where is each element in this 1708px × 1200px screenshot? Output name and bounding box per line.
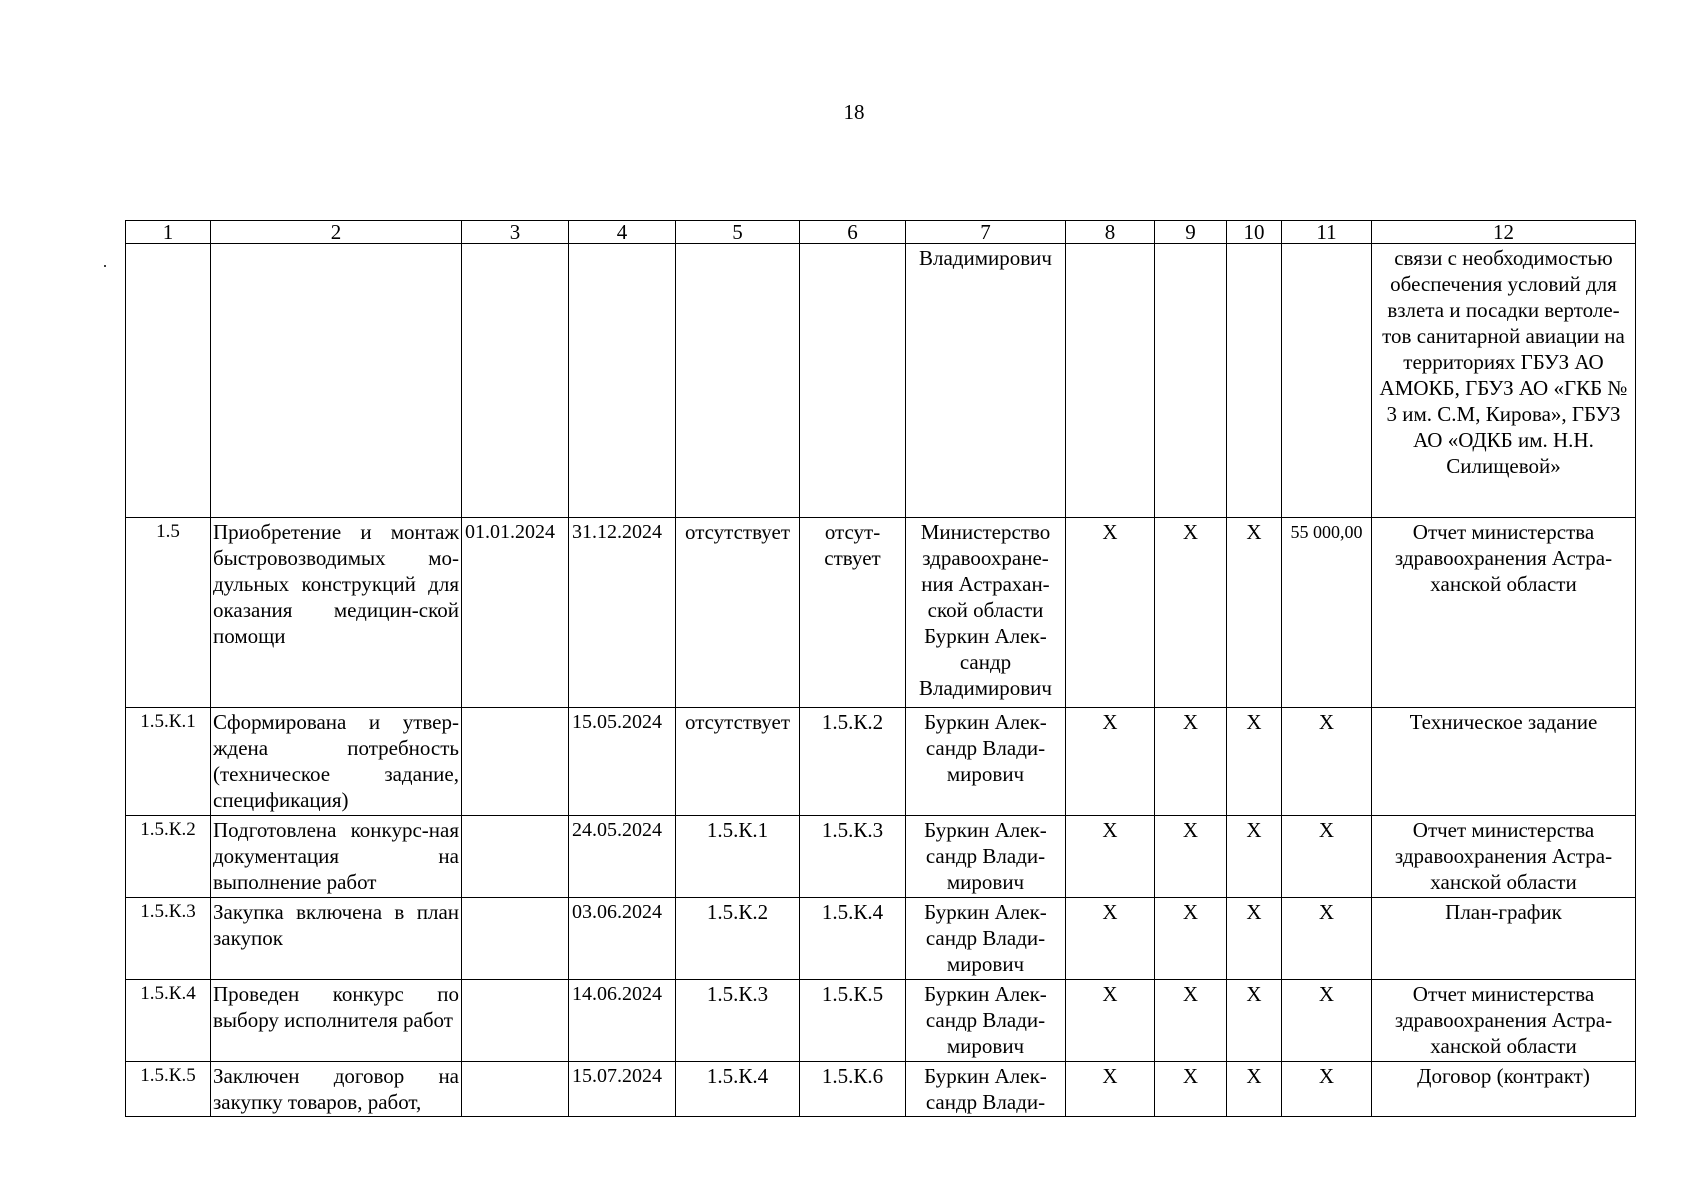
cell-col-9: Х xyxy=(1155,898,1227,980)
cell-amount: Х xyxy=(1282,898,1372,980)
cell-end-date: 15.07.2024 xyxy=(569,1062,676,1117)
cell-start-date xyxy=(462,244,569,518)
cell-number: 1.5.К.2 xyxy=(126,816,211,898)
cell-col-9 xyxy=(1155,244,1227,518)
cell-predecessor: 1.5.К.3 xyxy=(676,980,800,1062)
table-row xyxy=(126,244,1636,518)
table-row xyxy=(126,816,1636,898)
cell-document: План-график xyxy=(1372,898,1636,980)
cell-col-9: Х xyxy=(1155,1062,1227,1117)
cell-col-9: Х xyxy=(1155,518,1227,708)
cell-predecessor: 1.5.К.1 xyxy=(676,816,800,898)
cell-successor xyxy=(800,244,906,518)
cell-successor: 1.5.К.4 xyxy=(800,898,906,980)
cell-number: 1.5.К.5 xyxy=(126,1062,211,1117)
cell-document: Отчет министерства здравоохранения Астра-ханской области xyxy=(1372,518,1636,708)
cell-document: связи с необходимостью обеспечения условий для взлета и посадки вертоле-тов санитарной авиации на территориях ГБУЗ АО АМОКБ, ГБУЗ АО «ГКБ № 3 им. С.М, Кирова», ГБУЗ АО «ОДКБ им. Н.Н. Силищевой» xyxy=(1372,244,1636,518)
header-cell: 9 xyxy=(1155,221,1227,244)
cell-amount xyxy=(1282,244,1372,518)
page-number: 18 xyxy=(843,100,865,124)
cell-responsible: Буркин Алек-сандр Влади- xyxy=(906,1062,1066,1117)
cell-col-8: Х xyxy=(1066,518,1155,708)
cell-end-date: 31.12.2024 xyxy=(569,518,676,708)
cell-start-date: 01.01.2024 xyxy=(462,518,569,708)
cell-number: 1.5.К.1 xyxy=(126,708,211,816)
cell-amount: Х xyxy=(1282,1062,1372,1117)
header-cell: 3 xyxy=(462,221,569,244)
cell-start-date xyxy=(462,816,569,898)
cell-col-10: Х xyxy=(1227,898,1282,980)
header-cell: 8 xyxy=(1066,221,1155,244)
cell-number xyxy=(126,244,211,518)
cell-successor: 1.5.К.6 xyxy=(800,1062,906,1117)
cell-document: Техническое задание xyxy=(1372,708,1636,816)
cell-responsible: Буркин Алек-сандр Влади-мирович xyxy=(906,708,1066,816)
cell-col-10 xyxy=(1227,244,1282,518)
header-cell: 4 xyxy=(569,221,676,244)
cell-col-9: Х xyxy=(1155,708,1227,816)
table-row xyxy=(126,980,1636,1062)
cell-responsible: Министерство здравоохране-ния Астрахан-ской области Буркин Алек-сандр Владимирович xyxy=(906,518,1066,708)
table-row xyxy=(126,518,1636,708)
table-row xyxy=(126,898,1636,980)
cell-successor: 1.5.К.3 xyxy=(800,816,906,898)
cell-event: Проведен конкурс по выбору исполнителя работ xyxy=(211,980,462,1062)
cell-event: Приобретение и монтаж быстровозводимых мо-дульных конструкций для оказания медицин-ской помощи xyxy=(211,518,462,708)
cell-col-10: Х xyxy=(1227,1062,1282,1117)
cell-responsible: Буркин Алек-сандр Влади-мирович xyxy=(906,980,1066,1062)
cell-amount: Х xyxy=(1282,816,1372,898)
cell-document: Договор (контракт) xyxy=(1372,1062,1636,1117)
cell-event: Подготовлена конкурс-ная документация на выполнение работ xyxy=(211,816,462,898)
cell-event: Закупка включена в план закупок xyxy=(211,898,462,980)
cell-col-9: Х xyxy=(1155,980,1227,1062)
cell-responsible: Буркин Алек-сандр Влади-мирович xyxy=(906,816,1066,898)
cell-end-date: 03.06.2024 xyxy=(569,898,676,980)
cell-col-10: Х xyxy=(1227,518,1282,708)
cell-start-date xyxy=(462,1062,569,1117)
cell-col-8: Х xyxy=(1066,980,1155,1062)
cell-start-date xyxy=(462,708,569,816)
cell-successor: 1.5.К.5 xyxy=(800,980,906,1062)
header-cell: 6 xyxy=(800,221,906,244)
header-cell: 10 xyxy=(1227,221,1282,244)
header-cell: 7 xyxy=(906,221,1066,244)
cell-start-date xyxy=(462,898,569,980)
plan-table xyxy=(125,220,1636,1117)
cell-amount: 55 000,00 xyxy=(1282,518,1372,708)
table-row xyxy=(126,1062,1636,1117)
cell-amount: Х xyxy=(1282,980,1372,1062)
cell-number: 1.5.К.4 xyxy=(126,980,211,1062)
header-cell: 2 xyxy=(211,221,462,244)
cell-amount: Х xyxy=(1282,708,1372,816)
table-row xyxy=(126,708,1636,816)
cell-event: Заключен договор на закупку товаров, работ, xyxy=(211,1062,462,1117)
cell-event: Сформирована и утвер-ждена потребность (техническое задание, спецификация) xyxy=(211,708,462,816)
cell-predecessor: отсутствует xyxy=(676,708,800,816)
cell-document: Отчет министерства здравоохранения Астра-ханской области xyxy=(1372,816,1636,898)
cell-successor: 1.5.К.2 xyxy=(800,708,906,816)
cell-start-date xyxy=(462,980,569,1062)
cell-number: 1.5 xyxy=(126,518,211,708)
cell-end-date xyxy=(569,244,676,518)
cell-end-date: 24.05.2024 xyxy=(569,816,676,898)
cell-col-8: Х xyxy=(1066,898,1155,980)
cell-responsible: Буркин Алек-сандр Влади-мирович xyxy=(906,898,1066,980)
cell-col-8: Х xyxy=(1066,1062,1155,1117)
cell-predecessor: 1.5.К.4 xyxy=(676,1062,800,1117)
cell-col-10: Х xyxy=(1227,816,1282,898)
cell-number: 1.5.К.3 xyxy=(126,898,211,980)
cell-end-date: 14.06.2024 xyxy=(569,980,676,1062)
cell-successor: отсут-ствует xyxy=(800,518,906,708)
cell-predecessor xyxy=(676,244,800,518)
scan-speck xyxy=(104,265,106,267)
header-cell: 12 xyxy=(1372,221,1636,244)
cell-col-8: Х xyxy=(1066,816,1155,898)
cell-end-date: 15.05.2024 xyxy=(569,708,676,816)
cell-col-10: Х xyxy=(1227,980,1282,1062)
cell-col-9: Х xyxy=(1155,816,1227,898)
cell-predecessor: 1.5.К.2 xyxy=(676,898,800,980)
cell-document: Отчет министерства здравоохранения Астра-ханской области xyxy=(1372,980,1636,1062)
header-cell: 1 xyxy=(126,221,211,244)
cell-col-8 xyxy=(1066,244,1155,518)
cell-responsible: Владимирович xyxy=(906,244,1066,518)
header-cell: 11 xyxy=(1282,221,1372,244)
cell-event xyxy=(211,244,462,518)
header-row xyxy=(126,221,1636,244)
cell-col-10: Х xyxy=(1227,708,1282,816)
header-cell: 5 xyxy=(676,221,800,244)
cell-col-8: Х xyxy=(1066,708,1155,816)
cell-predecessor: отсутствует xyxy=(676,518,800,708)
